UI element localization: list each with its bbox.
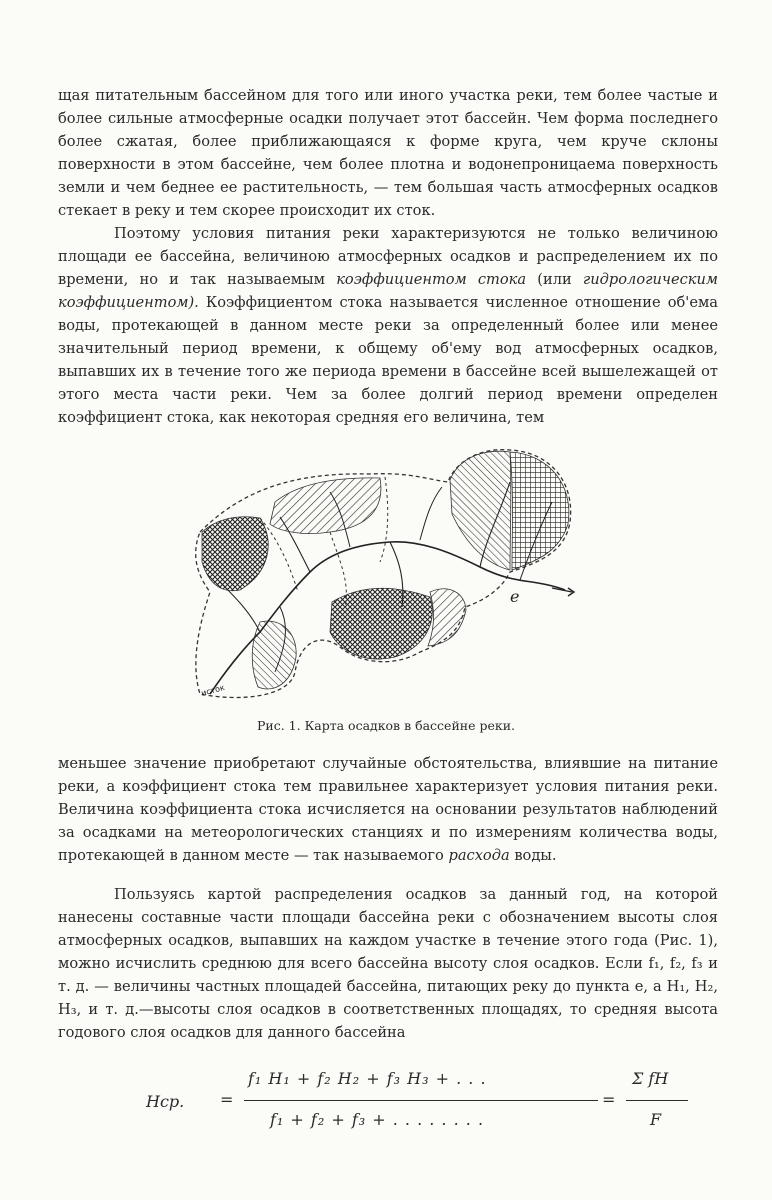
formula-numerator-2: Σ fH: [632, 1069, 669, 1088]
paragraph-3: [58, 752, 718, 867]
figure-caption: Рис. 1. Карта осадков в бассейне реки.: [256, 718, 516, 733]
area-left-lower: [252, 621, 296, 689]
formula-fraction-bar-2: [626, 1100, 688, 1101]
paragraph-2-paren: (или: [537, 271, 572, 288]
paragraph-2: [58, 222, 718, 429]
formula-numerator: f₁ H₁ + f₂ H₂ + f₃ H₃ + . . .: [248, 1069, 487, 1088]
outlet-label: е: [510, 587, 520, 606]
term-runoff-coefficient: коэффициентом стока: [336, 271, 527, 288]
text-block-top: [58, 84, 718, 429]
area-upper-left: [270, 478, 381, 534]
area-left-cross: [202, 517, 268, 591]
paragraph-2-text: Поэтому условия питания реки характеризуются не только величиною площади ее бассейна, величиною атмосферных осадков и распределением их по времени, но и так называемым: [58, 225, 718, 288]
precipitation-map-figure: [180, 432, 600, 712]
term-hydrological-coefficient: гидрологическим коэффициентом).: [58, 271, 718, 311]
area-center-right: [428, 589, 466, 646]
area-right-grid: [510, 452, 569, 570]
source-label: исток: [200, 683, 226, 698]
formula-equals: =: [220, 1090, 234, 1109]
area-center-cross: [330, 588, 432, 659]
formula-fraction-bar: [244, 1100, 598, 1101]
text-block-bottom: [58, 883, 718, 1044]
text-block-middle: [58, 752, 718, 867]
formula-lhs: Hср.: [146, 1092, 185, 1111]
formula-denominator: f₁ + f₂ + f₃ + . . . . . . . .: [270, 1110, 485, 1129]
paragraph-4: Пользуясь картой распределения осадков за данный год, на которой нанесены составные части площади бассейна реки с обозначением высоты слоя атмосферных осадков, выпавших на каждом участке в течение этого года (Рис. 1), можно исчислить среднюю для всего бассейна высоту слоя осадков. Если f₁, f₂, f₃ и т. д. — величины частных площадей бассейна, питающих реку до пункта е, а H₁, H₂, H₃, и т. д.—высоты слоя осадков в соответственных площадях, то средняя высота годового слоя осадков для данного бассейна: [58, 886, 718, 1041]
mean-precipitation-formula: [140, 1064, 700, 1144]
term-discharge: расхода: [448, 847, 510, 864]
formula-equals-2: =: [602, 1090, 616, 1109]
area-right-hatched: [450, 451, 511, 570]
paragraph-3-text: меньшее значение приобретают случайные обстоятельства, влиявшие на питание реки, а коэффициент стока тем правильнее характеризует условия питания реки. Величина коэффициента стока исчисляется на основании результатов наблюдений за осадками на метеорологических станциях и по измерениям количества воды, протекающей в данном месте — так называемого: [58, 755, 718, 864]
paragraph-3-end: воды.: [514, 847, 557, 864]
paragraph-1: щая питательным бассейном для того или иного участка реки, тем более частые и более сильные атмосферные осадки получает этот бассейн. Чем форма последнего более сжатая, более приближающаяся к форме круга, чем круче склоны поверхности в этом бассейне, чем более плотна и водонепроницаема поверхность земли и чем беднее ее растительность, — тем большая часть атмосферных осадков стекает в реку и тем скорее происходит их сток.: [58, 87, 718, 219]
formula-denominator-2: F: [650, 1110, 662, 1129]
paragraph-2-rest: Коэффициентом стока называется численное отношение об'ема воды, протекающей в данном месте реки за определенный более или менее значительный период времени, к общему об'ему вод атмосферных осадков, выпавших их в течение того же периода времени в бассейне всей вышележащей от этого места части реки. Чем за более долгий период времени определен коэффициент стока, как некоторая средняя его величина, тем: [58, 294, 719, 426]
